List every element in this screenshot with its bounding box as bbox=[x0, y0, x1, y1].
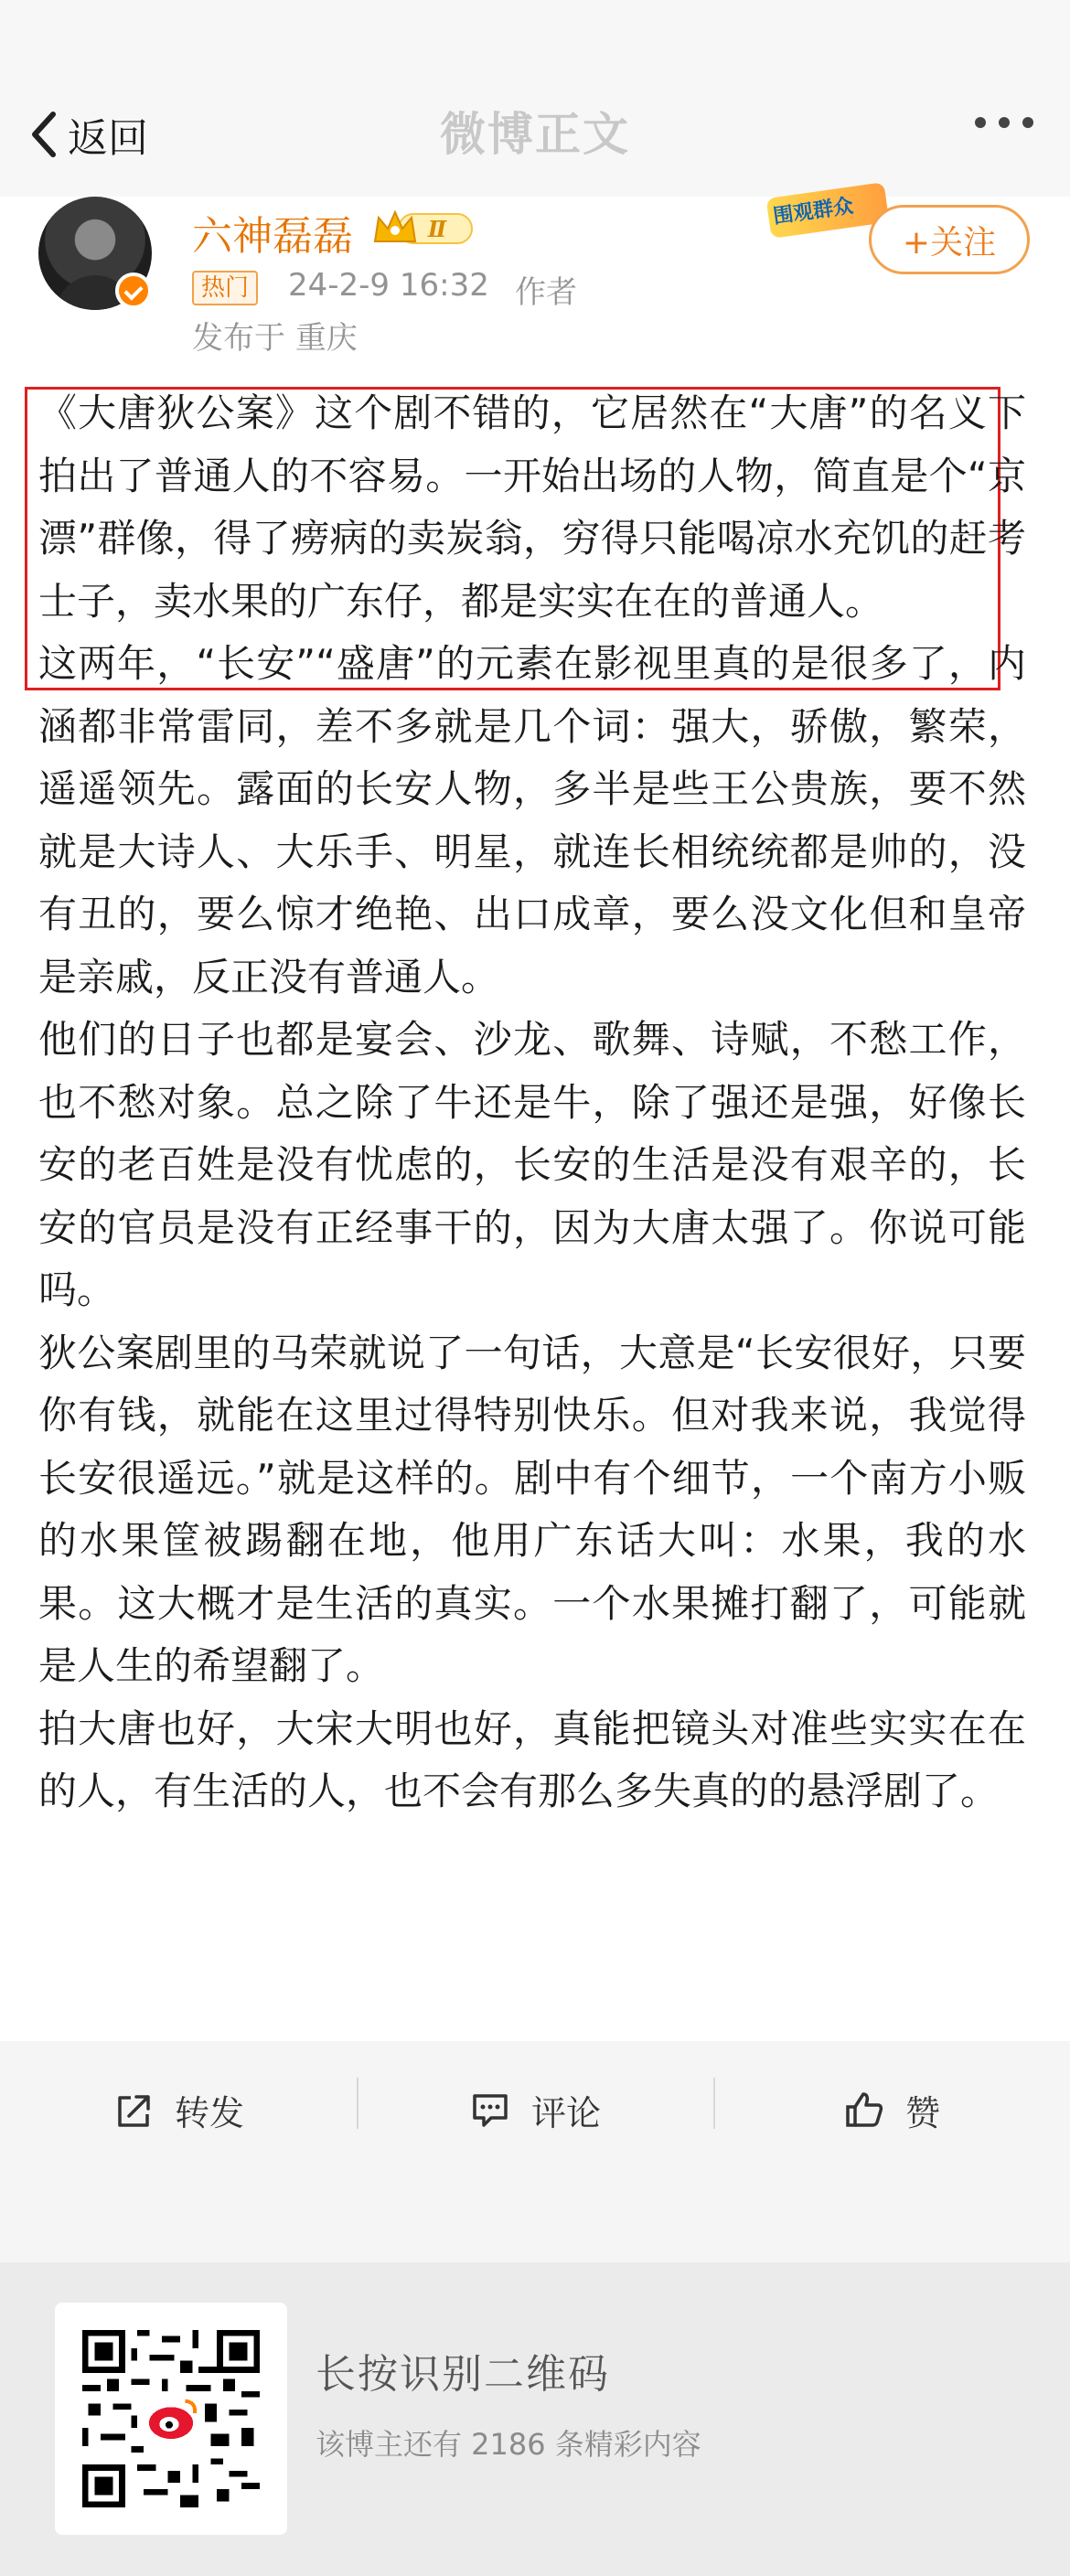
post-body bbox=[38, 382, 1026, 1823]
page-title: 微博正文 bbox=[440, 108, 630, 161]
section-gap bbox=[0, 2178, 1070, 2262]
paragraph: 《大唐狄公案》这个剧不错的，它居然在“大唐”的名义下拍出了普通人的不容易。一开始出场的人物，简直是个“京漂”群像，得了痨病的卖炭翁，穷得只能喝凉水充饥的赶考士子，卖水果的广东仔，都是实实在在的普通人。 bbox=[38, 390, 1026, 624]
verified-icon bbox=[115, 273, 152, 309]
qr-subtitle: 该博主还有 2186 条精彩内容 bbox=[316, 2427, 701, 2462]
crown-level-icon bbox=[373, 208, 476, 249]
share-icon bbox=[112, 2089, 155, 2131]
qr-title: 长按识别二维码 bbox=[316, 2351, 610, 2398]
paragraph: 狄公案剧里的马荣就说了一句话，大意是“长安很好，只要你有钱，就能在这里过得特别快乐。但对我来说，我觉得长安很遥远。”就是这样的。剧中有个细节，一个南方小贩的水果筐被踢翻在地，他用广东话大叫：水果，我的水果。这大概才是生活的真实。一个水果摊打翻了，可能就是人生的希望翻了。 bbox=[38, 1330, 1026, 1688]
decoration-text: 围观群众 bbox=[771, 194, 855, 229]
repost-button[interactable] bbox=[0, 2041, 357, 2178]
content-fade bbox=[0, 1993, 1070, 2041]
post-location bbox=[192, 313, 358, 358]
like-button[interactable] bbox=[713, 2041, 1070, 2178]
comment-button[interactable] bbox=[357, 2041, 713, 2178]
more-options-icon[interactable] bbox=[975, 117, 1033, 128]
action-bar bbox=[0, 2041, 1070, 2178]
follow-button[interactable] bbox=[869, 205, 1030, 274]
paragraph: 这两年，“长安”“盛唐”的元素在影视里真的是很多了，内涵都非常雷同，差不多就是几个词：强大，骄傲，繁荣，遥遥领先。露面的长安人物，多半是些王公贵族，要不然就是大诗人、大乐手、明星，就连长相统统都是帅的，没有丑的，要么惊才绝艳、出口成章，要么没文化但和皇帝是亲戚，反正没有普通人。 bbox=[38, 641, 1026, 999]
author-role: 作者 bbox=[515, 274, 577, 311]
location-label: 发布于 bbox=[192, 320, 285, 357]
paragraph: 拍大唐也好，大宋大明也好，真能把镜头对准些实实在在的人，有生活的人，也不会有那么多失真的的悬浮剧了。 bbox=[38, 1705, 1026, 1813]
top-bar bbox=[0, 0, 1070, 197]
post-time: 24-2-9 16:32 bbox=[288, 267, 489, 304]
author-name[interactable]: 六神磊磊 bbox=[192, 213, 353, 260]
qr-code-icon bbox=[82, 2330, 260, 2507]
comment-icon bbox=[469, 2089, 511, 2131]
follow-label: +关注 bbox=[902, 223, 997, 262]
action-divider bbox=[713, 2078, 715, 2129]
hot-badge: 热门 bbox=[192, 271, 258, 305]
qr-code[interactable] bbox=[55, 2303, 287, 2535]
like-label: 赞 bbox=[904, 2092, 940, 2133]
comment-label: 评论 bbox=[530, 2092, 601, 2133]
back-label: 返回 bbox=[68, 115, 148, 162]
level-text: Ⅱ bbox=[427, 216, 447, 242]
repost-label: 转发 bbox=[174, 2092, 244, 2133]
location-value: 重庆 bbox=[294, 320, 358, 357]
action-divider bbox=[357, 2078, 358, 2129]
thumbs-up-icon bbox=[843, 2089, 885, 2131]
paragraph: 他们的日子也都是宴会、沙龙、歌舞、诗赋，不愁工作，也不愁对象。总之除了牛还是牛，除了强还是强，好像长安的老百姓是没有忧虑的，长安的生活是没有艰辛的，长安的官员是没有正经事干的，因为大唐太强了。你说可能吗。 bbox=[38, 1017, 1026, 1312]
